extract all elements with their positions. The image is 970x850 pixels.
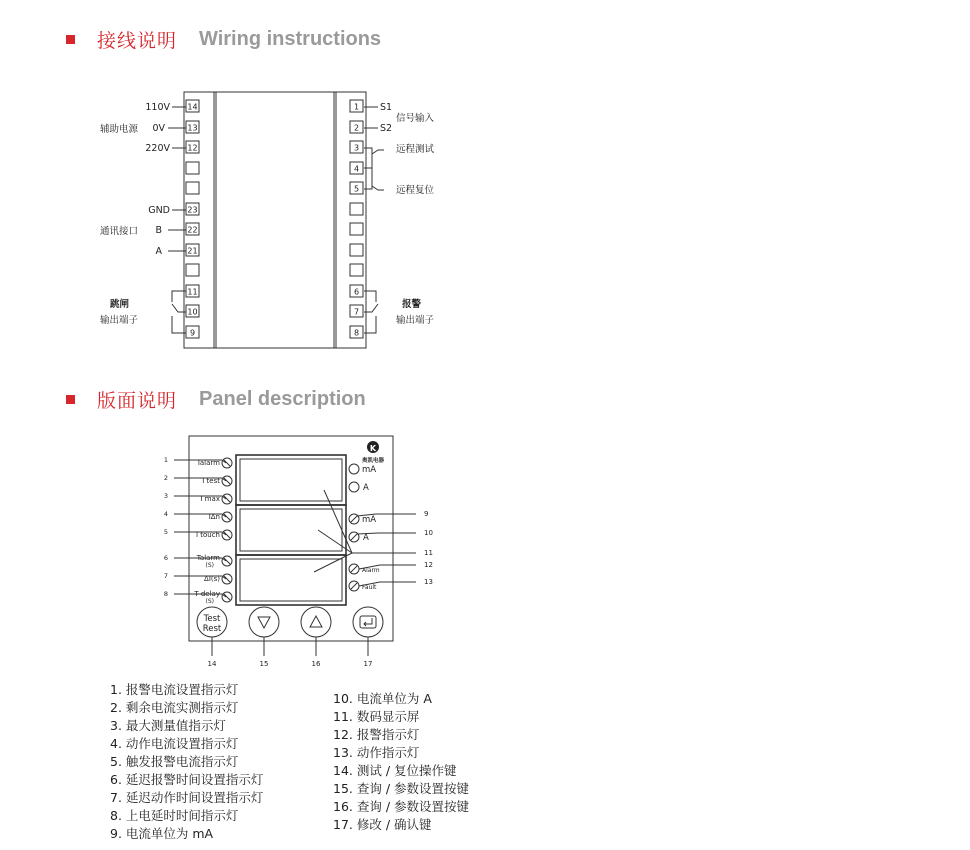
callout-10: 10 [424, 529, 433, 537]
callout-12: 12 [424, 561, 433, 569]
down-triangle-icon [258, 617, 270, 628]
group-signal-input: 信号输入 [396, 113, 435, 124]
pin-label-0v: 0V [152, 123, 165, 134]
brand-logo [362, 441, 385, 464]
unit-a-top: A [363, 483, 369, 493]
legend-item: 8. 上电延时时间指示灯 [110, 808, 239, 823]
callout-11: 11 [424, 549, 433, 557]
test-label: Test [203, 614, 221, 624]
legend-item: 11. 数码显示屏 [333, 709, 420, 724]
indicator-label: Talarm [196, 554, 220, 562]
group-trip-sub: 输出端子 [100, 315, 139, 326]
legend-item: 13. 动作指示灯 [333, 745, 420, 760]
indicator-num: 6 [163, 554, 168, 562]
legend-item: 15. 查询 / 参数设置按键 [333, 781, 470, 796]
terminal-number: 1 [353, 102, 360, 112]
wiring-title-cn: 接线说明 [97, 30, 178, 52]
legend-item: 9. 电流单位为 mA [110, 826, 214, 841]
terminal-number: 13 [187, 123, 198, 133]
legend-item: 14. 测试 / 复位操作键 [333, 763, 457, 778]
terminal-number: 2 [353, 123, 360, 133]
pin-label-110v: 110V [145, 102, 170, 113]
legend-item: 4. 动作电流设置指示灯 [110, 736, 239, 751]
legend-item: 6. 延迟报警时间设置指示灯 [110, 772, 264, 787]
display-middle [236, 505, 346, 555]
legend-item: 17. 修改 / 确认键 [333, 817, 432, 832]
indicator-label: Ialarm [197, 459, 220, 467]
legend-item: 1. 报警电流设置指示灯 [110, 682, 239, 697]
pin-label-s2: S2 [380, 123, 393, 134]
fault-label: Fault [362, 584, 377, 591]
enter-button[interactable] [353, 607, 383, 637]
terminal-number: 21 [187, 246, 198, 256]
terminal-number: 12 [187, 143, 198, 153]
legend-item: 3. 最大测量值指示灯 [110, 718, 226, 733]
display-bottom [236, 555, 346, 605]
indicator-label: ΔI(s) [204, 575, 220, 583]
panel-title-en: Panel description [199, 388, 366, 410]
indicator-num: 5 [163, 528, 168, 536]
unit-ma-mid: mA [362, 515, 377, 525]
indicator-label: I test [202, 477, 220, 485]
legend-item: 7. 延迟动作时间设置指示灯 [110, 790, 264, 805]
group-alarm-sub: 输出端子 [396, 315, 435, 326]
legend-item: 2. 剩余电流实测指示灯 [110, 700, 239, 715]
indicator-sub: (S) [205, 598, 214, 605]
terminal-number: 4 [353, 164, 360, 174]
legend-item: 16. 查询 / 参数设置按键 [333, 799, 470, 814]
indicator-num: 7 [163, 572, 168, 580]
legend-item: 5. 触发报警电流指示灯 [110, 754, 239, 769]
terminal-number: 23 [187, 205, 198, 215]
up-triangle-icon [310, 616, 322, 627]
legend-item: 10. 电流单位为 A [333, 691, 432, 706]
pin-label-b: B [155, 225, 162, 236]
logo-text: 奥凯电器 [361, 458, 385, 464]
callout-13: 13 [424, 578, 433, 586]
wiring-title-en: Wiring instructions [199, 28, 382, 50]
svg-text:K: K [369, 444, 377, 453]
indicator-label: I max [200, 495, 220, 503]
up-button[interactable] [301, 607, 331, 637]
unit-a-led-top [349, 482, 359, 492]
group-trip-title: 跳闸 [110, 299, 130, 310]
indicator-sub: (S) [205, 562, 214, 569]
group-alarm-title: 报警 [402, 299, 422, 310]
indicator-num: 1 [163, 456, 168, 464]
terminal-number: 5 [353, 184, 360, 194]
terminal-number: 8 [353, 328, 360, 338]
terminal-number: 7 [353, 307, 360, 317]
terminal-number: 11 [187, 287, 198, 297]
group-aux-power: 辅助电源 [100, 124, 139, 135]
group-remote-test: 远程测试 [396, 144, 435, 155]
pin-label-220v: 220V [145, 143, 170, 154]
group-comm: 通讯接口 [100, 226, 139, 237]
pin-label-gnd: GND [148, 205, 170, 216]
callout-9: 9 [424, 510, 429, 518]
display-top [236, 455, 346, 505]
terminal-number: 10 [187, 307, 198, 317]
unit-a-mid: A [363, 533, 369, 543]
legend-column-1 [110, 681, 263, 843]
terminal-number: 9 [189, 328, 196, 338]
legend-column-2 [333, 690, 469, 834]
button-num-14: 14 [207, 660, 217, 668]
indicator-label: IΔn [208, 513, 220, 521]
terminal-number: 3 [353, 143, 360, 153]
group-remote-reset: 远程复位 [396, 185, 435, 196]
indicator-num: 4 [163, 510, 168, 518]
indicator-label: T delay [194, 590, 220, 598]
indicator-label: I touch [195, 531, 220, 539]
enter-icon [360, 616, 376, 628]
terminal-number: 14 [187, 102, 198, 112]
panel-title-cn: 版面说明 [97, 390, 178, 412]
button-num-16: 16 [311, 660, 321, 668]
down-button[interactable] [249, 607, 279, 637]
pin-label-a: A [155, 246, 162, 257]
rest-label: Rest [202, 624, 222, 634]
pin-label-s1: S1 [380, 102, 393, 113]
indicator-num: 2 [163, 474, 168, 482]
indicator-num: 8 [163, 590, 168, 598]
terminal-number: 22 [187, 225, 198, 235]
unit-ma-led-top [349, 464, 359, 474]
indicator-num: 3 [163, 492, 168, 500]
left-indicator-group [164, 456, 232, 605]
button-num-15: 15 [259, 660, 269, 668]
legend-item: 12. 报警指示灯 [333, 727, 420, 742]
button-num-17: 17 [363, 660, 373, 668]
terminal-number: 6 [353, 287, 360, 297]
unit-ma-top: mA [362, 465, 377, 475]
alarm-label: Alarm [362, 567, 380, 574]
